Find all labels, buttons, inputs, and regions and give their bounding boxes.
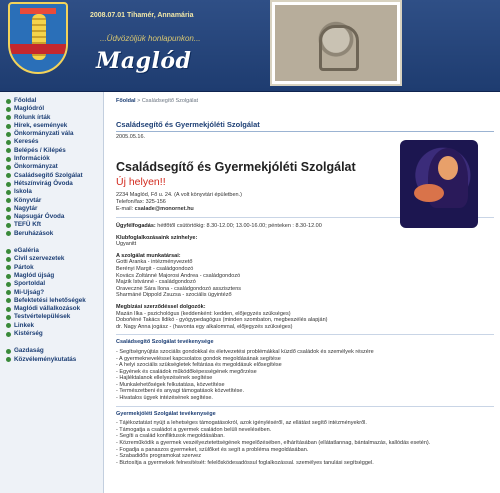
child-welfare-duties: [116, 411, 494, 467]
relief-image: [275, 5, 397, 81]
sidebar-item-onkormanyzat[interactable]: [6, 163, 103, 171]
title-divider: [116, 131, 494, 132]
sidebar-item-rolunk-irtak[interactable]: [6, 114, 103, 122]
illustration-mother: [438, 156, 458, 180]
sidebar-item-kozvelemenykutatas[interactable]: [6, 356, 103, 364]
org-heading: Családsegítő és Gyermekjóléti Szolgálat: [116, 160, 356, 174]
bullet-icon: [6, 349, 11, 354]
section-divider: [116, 334, 494, 335]
illustration-baby: [414, 184, 444, 202]
sidebar-item-label: Önkormányzati vála: [14, 130, 74, 138]
header-photo: [270, 0, 402, 86]
sidebar-item-maglodrol[interactable]: [6, 105, 103, 113]
sidebar-item-label: Beruházások: [14, 229, 54, 237]
bullet-icon: [6, 215, 11, 220]
bullet-icon: [6, 290, 11, 295]
sidebar-item-tefu-kft[interactable]: [6, 221, 103, 229]
bullet-icon: [6, 165, 11, 170]
sidebar-item-mi-ujsag[interactable]: [6, 289, 103, 297]
duty-item: - Természetbeni és anyagi támogatások közvetítése.: [116, 388, 244, 395]
site-title[interactable]: Maglód: [96, 48, 192, 74]
bullet-icon: [6, 357, 11, 362]
sidebar-item-label: Könyvtár: [14, 196, 42, 204]
email-label: E-mail:: [116, 206, 135, 212]
duties1-title: Családsegítő Szolgálat tevékenysége: [116, 339, 214, 346]
duty-item: - Egyének és családok működőképességének megőrzése: [116, 368, 257, 375]
sidebar-item-label: Nagytár: [14, 204, 38, 212]
sidebar-item-kereses[interactable]: [6, 138, 103, 146]
sidebar-item-befektetesi-lehetosegek[interactable]: [6, 297, 103, 305]
email-link[interactable]: csalade@monornet.hu: [134, 206, 194, 212]
bullet-icon: [6, 124, 11, 129]
sidebar-item-label: Önkormányzat: [14, 163, 58, 171]
nav-group-community: [6, 247, 103, 338]
duty-item: - Hajléktalanok ellelyezésének segítése: [116, 375, 213, 382]
staff-member: Majzik Istvánné - családgondozó: [116, 279, 196, 286]
sidebar-item-label: Pártok: [14, 263, 34, 271]
bullet-icon: [6, 274, 11, 279]
staff-member: Gotti Aranka - intézményvezető: [116, 259, 193, 266]
contract-title: Megbízási szerződéssel dolgozók:: [116, 303, 206, 310]
sidebar-item-label: Sportoldal: [14, 280, 46, 288]
contract-member: Mazán Ilka - pszichológus (keddenként: kedden, előjegyzés szükséges): [116, 310, 291, 317]
breadcrumb-current: > Családsegítő Szolgálat: [135, 98, 199, 104]
nav-gap: [6, 238, 103, 247]
duties1-items: [116, 349, 494, 402]
phone-fax: Telefon/fax: 325-156: [116, 199, 166, 205]
sidebar-item-label: Testvértelepülések: [14, 313, 71, 321]
bullet-icon: [6, 140, 11, 145]
staff-items: [116, 259, 494, 299]
bullet-icon: [6, 307, 11, 312]
bullet-icon: [6, 231, 11, 236]
bullet-icon: [6, 249, 11, 254]
sidebar-item-label: Rólunk írták: [14, 113, 51, 121]
club-location: [116, 235, 494, 248]
duty-item: - Segítségnyújtás szociális gondokkal és életvezetési problémákkal küzdő családok és személyek részére: [116, 348, 374, 355]
header-date-nameday: 2008.07.01 Tihamér, Annamária: [90, 12, 194, 19]
sidebar-item-label: Kistérség: [14, 330, 43, 338]
bullet-icon: [6, 332, 11, 337]
mother-child-illustration: [400, 140, 478, 228]
staff-member: Oravecznė Sára Ilona - családgondozó asszisztens: [116, 285, 242, 292]
sidebar-item-maglod-ujsag[interactable]: [6, 272, 103, 280]
sidebar-item-testvertelepulesek[interactable]: [6, 313, 103, 321]
contract-member: dr. Nagy Anna jogász - (havonta egy alkalommal, előjegyzés szükséges): [116, 323, 293, 330]
duty-item: - Tájékoztatást nyújt a lehetséges támogatásokról, azok igényléséről, az ellátást segítő intézményekről.: [116, 420, 367, 427]
sidebar-nav: [0, 92, 104, 493]
sidebar-item-label: Civil szervezetek: [14, 255, 65, 263]
sidebar-item-label: Információk: [14, 155, 50, 163]
bullet-icon: [6, 107, 11, 112]
duty-item: - Biztosítja a gyermekek felnesítését: felelősködesadóssul foglalkozással. személyes tanulási segítséggel.: [116, 459, 374, 466]
bullet-icon: [6, 132, 11, 137]
sidebar-item-maglodi-vallalkozasok[interactable]: [6, 305, 103, 313]
bullet-icon: [6, 190, 11, 195]
sidebar-item-label: Befektetési lehetőségek: [14, 296, 86, 304]
duties2-items: [116, 420, 494, 466]
sidebar-item-hirek-esemenyek[interactable]: [6, 122, 103, 130]
bullet-icon: [6, 282, 11, 287]
staff-member: Sharmáné Dippold Zsuzsa - szociális ügyintéző: [116, 292, 232, 299]
breadcrumb-home-link[interactable]: Főoldal: [116, 98, 136, 104]
main-content: [108, 92, 500, 493]
duties2-title: Gyermekjóléti Szolgálat tevékenysége: [116, 410, 216, 417]
sidebar-item-label: Maglód újság: [14, 271, 55, 279]
town-crest-logo[interactable]: [8, 2, 68, 74]
duty-item: - A gyermekneveléssel kapcsolatos gondok megoldásának segítése: [116, 355, 281, 362]
duty-item: - Támogatja a családot a gyermek családon belüli nevelésében.: [116, 426, 272, 433]
staff-member: Berényi Margit - családgondozó: [116, 265, 194, 272]
duty-item: - A helyi szociális szükségletek feltárása és megoldásuk elősegítése: [116, 362, 282, 369]
sidebar-item-label: Hétszínvirág Óvoda: [14, 179, 73, 187]
sidebar-item-gazdasag[interactable]: [6, 347, 103, 355]
sidebar-item-label: Főoldal: [14, 97, 37, 104]
sidebar-item-sportoldal[interactable]: [6, 280, 103, 288]
sidebar-item-label: Keresés: [14, 138, 39, 146]
club-title: Klubfoglalkozásaink színhelye:: [116, 234, 198, 241]
duty-item: - Fogadja a panaszos gyermeket, szülőket és segít a probléma megoldásában.: [116, 446, 309, 453]
sidebar-item-label: Linkek: [14, 321, 34, 329]
section-divider: [116, 406, 494, 407]
sidebar-item-label: Iskola: [14, 188, 32, 196]
sidebar-item-label: Maglódi vállalkozások: [14, 305, 81, 313]
duty-item: - Szabadidős programokat szervez: [116, 453, 201, 460]
staff-member: Kovács Zoltánné Majorosi Andrea - családgondozó: [116, 272, 241, 279]
bullet-icon: [6, 182, 11, 187]
office-hours-value: hétfőtől csütörtökig: 8.30-12.00; 13.00-16.00; pénteken : 8.30-12.00: [155, 223, 322, 229]
sidebar-item-nagytar[interactable]: [6, 205, 103, 213]
nav-group-economy: [6, 347, 103, 364]
sidebar-item-fooldal[interactable]: [6, 97, 103, 105]
site-header: [0, 0, 500, 92]
office-hours-label: Ügyfélfogadás:: [116, 223, 156, 229]
sidebar-item-label: Maglódról: [14, 105, 45, 113]
sidebar-item-label: Mi-Ujság?: [14, 288, 45, 296]
sidebar-item-belepes-kilepes[interactable]: [6, 147, 103, 155]
sidebar-item-konyvtar[interactable]: [6, 197, 103, 205]
sidebar-item-label: Gazdaság: [14, 347, 44, 355]
bullet-icon: [6, 173, 11, 178]
new-location-notice: Új helyen!!: [116, 176, 166, 188]
family-service-duties: [116, 339, 494, 401]
nav-gap: [6, 338, 103, 347]
bullet-icon: [6, 323, 11, 328]
sidebar-item-egaleria[interactable]: [6, 247, 103, 255]
bullet-icon: [6, 99, 11, 104]
bullet-icon: [6, 157, 11, 162]
bullet-icon: [6, 198, 11, 203]
sidebar-item-label: Belépés / Kilépés: [14, 146, 66, 154]
sidebar-item-csaladsegito-szolgalat[interactable]: [6, 172, 103, 180]
crest-band: [10, 44, 66, 54]
sidebar-item-label: Családsegítő Szolgálat: [14, 171, 83, 179]
sidebar-item-iskola[interactable]: [6, 188, 103, 196]
sidebar-item-partok[interactable]: [6, 264, 103, 272]
sidebar-item-civil-szervezetek[interactable]: [6, 255, 103, 263]
contract-list: [116, 304, 494, 330]
staff-list: [116, 253, 494, 299]
sidebar-item-label: eGaléria: [14, 247, 39, 255]
duty-item: - Közreműködik a gyermek veszélyeztetettségének megelőzésében, elhárításában (ellátatlannag, bántalmazás, kallódás esetén).: [116, 440, 431, 447]
contract-member: Doboňéné Takács Ildikó - gyógypedagógus (minden szombaton, megbeszélés alapján): [116, 317, 328, 324]
bullet-icon: [6, 265, 11, 270]
header-welcome: ...Üdvözöljük honlapunkon...: [100, 34, 201, 43]
sidebar-item-hetszinvirag-ovoda[interactable]: [6, 180, 103, 188]
bullet-icon: [6, 257, 11, 262]
contract-items: [116, 311, 494, 331]
bullet-icon: [6, 148, 11, 153]
sidebar-item-onkormanyzati-vala[interactable]: [6, 130, 103, 138]
sidebar-item-label: TEFÜ Kft: [14, 221, 41, 229]
duty-item: - Hivatalos ügyek intézésének segítése.: [116, 395, 213, 402]
sidebar-item-linkek[interactable]: [6, 322, 103, 330]
duty-item: - Munkalehetőségek felkutatása, közvetítése: [116, 381, 225, 388]
bullet-icon: [6, 223, 11, 228]
sidebar-item-label: Napsugár Óvoda: [14, 213, 65, 221]
sidebar-item-beruhazasok[interactable]: [6, 230, 103, 238]
article-date: 2005.05.16.: [116, 134, 146, 140]
breadcrumb: [116, 98, 494, 110]
sidebar-item-label: Hírek, események: [14, 121, 68, 129]
bullet-icon: [6, 207, 11, 212]
staff-title: A szolgálat munkatársai:: [116, 252, 181, 259]
bullet-icon: [6, 115, 11, 120]
sidebar-item-label: Közvéleménykutatás: [14, 355, 77, 363]
address: 2234 Maglód, Fő u. 24. (A volt könyvtári épületben.): [116, 192, 242, 198]
duty-item: - Segíti a család konfliktusok megoldásában.: [116, 433, 225, 440]
sidebar-item-kisterseg[interactable]: [6, 330, 103, 338]
club-value: Ugyanitt: [116, 241, 137, 248]
bullet-icon: [6, 315, 11, 320]
nav-group-main: [6, 97, 103, 238]
page-title: Családsegítő és Gyermekjóléti Szolgálat: [116, 120, 260, 129]
bullet-icon: [6, 298, 11, 303]
